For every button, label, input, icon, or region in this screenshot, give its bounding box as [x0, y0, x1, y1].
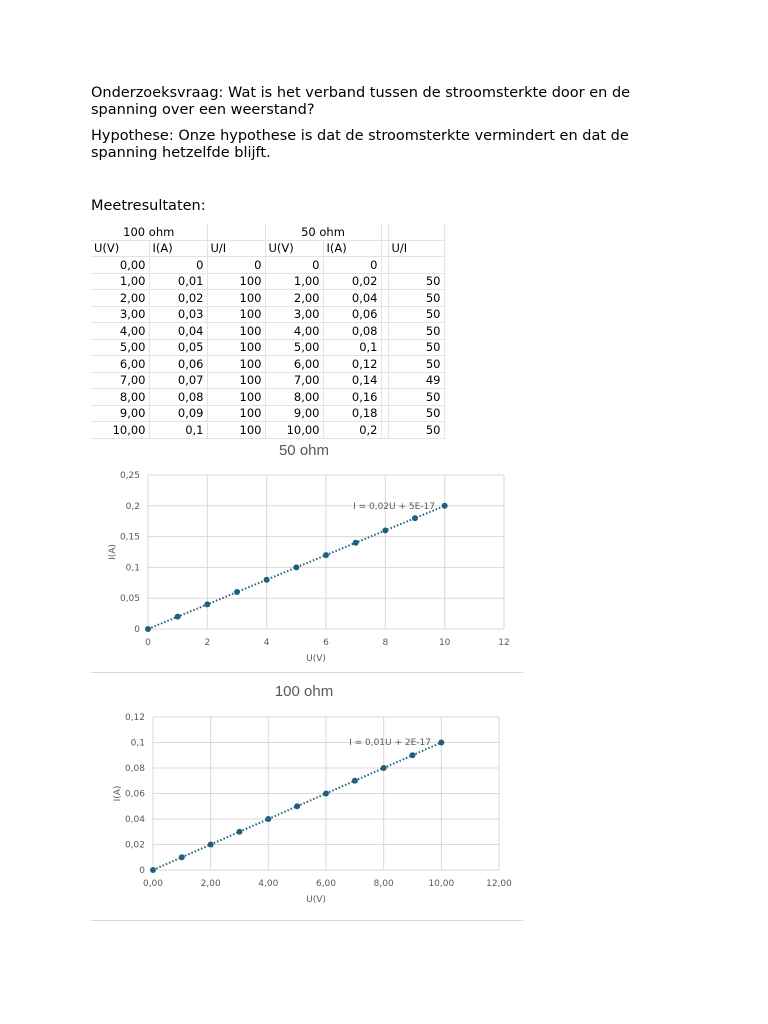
table-row [91, 257, 444, 274]
trendline-equation: I = 0,01U + 2E-17 [349, 738, 431, 748]
table-cell: 0 [323, 257, 381, 274]
table-cell: 0,02 [323, 273, 381, 290]
table-cell: 9,00 [91, 405, 149, 422]
table-cell: 0,06 [149, 356, 207, 373]
table-cell: 50 [388, 306, 444, 323]
table-cell [381, 422, 388, 439]
y-tick-label: 0,06 [124, 789, 145, 800]
y-tick-label: 0,12 [124, 713, 145, 723]
y-tick-label: 0,04 [124, 815, 145, 825]
table-cell: 0,14 [323, 372, 381, 389]
y-tick-label: 0,25 [119, 471, 140, 481]
chart-50ohm [91, 462, 523, 670]
y-tick-label: 0,15 [119, 532, 140, 543]
table-cell: 0 [149, 257, 207, 274]
chart-100-title: 100 ohm [274, 683, 334, 700]
results-table [91, 224, 445, 439]
data-point [237, 829, 243, 835]
chart-50-border [91, 672, 523, 673]
column-header: U(V) [265, 240, 323, 257]
x-tick-label: 10 [438, 638, 451, 648]
table-cell: 0,18 [323, 405, 381, 422]
table-cell: 0,00 [91, 257, 149, 274]
table-row [91, 405, 444, 422]
table-cell: 3,00 [91, 306, 149, 323]
data-point [175, 614, 181, 620]
table-cell [381, 323, 388, 340]
column-header: I(A) [323, 240, 381, 257]
y-tick-label: 0,1 [130, 738, 145, 749]
table-cell: 50 [388, 323, 444, 340]
data-point [264, 577, 270, 583]
table-cell: 3,00 [265, 306, 323, 323]
table-cell: 100 [207, 422, 265, 439]
table-header-row [91, 240, 444, 257]
data-point [293, 564, 299, 570]
x-tick-label: 10,00 [428, 879, 455, 889]
data-point [294, 803, 300, 809]
table-cell: 100 [207, 339, 265, 356]
table-cell: 50 [388, 422, 444, 439]
column-header: U/I [388, 240, 444, 257]
table-cell: 10,00 [91, 422, 149, 439]
x-tick-label: 6,00 [315, 879, 337, 889]
table-cell: 0,04 [323, 290, 381, 307]
table-cell: 8,00 [91, 389, 149, 406]
column-header: U(V) [91, 240, 149, 257]
table-cell: 100 [207, 290, 265, 307]
table-cell [381, 257, 388, 274]
data-point [382, 527, 388, 533]
table-cell: 0,1 [323, 339, 381, 356]
table-cell [388, 224, 444, 240]
x-tick-label: 0 [145, 638, 151, 648]
x-tick-label: 4 [263, 638, 270, 648]
table-cell [381, 405, 388, 422]
data-point [410, 752, 416, 758]
x-tick-label: 2,00 [200, 879, 221, 889]
table-cell: 4,00 [91, 323, 149, 340]
table-cell: 1,00 [91, 273, 149, 290]
table-cell: 50 [388, 405, 444, 422]
x-tick-label: 8 [382, 638, 389, 648]
table-cell: 7,00 [265, 372, 323, 389]
data-point [145, 626, 151, 632]
x-tick-label: 4,00 [258, 879, 279, 889]
table-row [91, 290, 444, 307]
table-cell [207, 224, 265, 240]
table-cell: 50 [388, 290, 444, 307]
table-cell [381, 356, 388, 373]
x-tick-label: 0,00 [142, 879, 164, 889]
x-tick-label: 12 [498, 638, 510, 648]
table-cell: 7,00 [91, 372, 149, 389]
y-axis-label: I(A) [108, 544, 118, 560]
table-cell: 6,00 [265, 356, 323, 373]
table-cell: 0,01 [149, 273, 207, 290]
table-cell: 1,00 [265, 273, 323, 290]
table-cell [381, 389, 388, 406]
table-cell: 0,04 [149, 323, 207, 340]
table-cell: 0,07 [149, 372, 207, 389]
table-cell: 0,1 [149, 422, 207, 439]
table-cell: 2,00 [91, 290, 149, 307]
table-cell [381, 372, 388, 389]
x-tick-label: 8,00 [373, 879, 394, 889]
table-cell: 2,00 [265, 290, 323, 307]
table-cell: 0,12 [323, 356, 381, 373]
y-tick-label: 0,08 [124, 764, 145, 774]
x-axis-label: U(V) [306, 895, 326, 905]
y-tick-label: 0,2 [125, 501, 140, 512]
data-point [150, 867, 156, 873]
data-point [204, 601, 210, 607]
table-cell: 100 [207, 405, 265, 422]
table-row [91, 356, 444, 373]
data-point [381, 765, 387, 771]
table-row [91, 389, 444, 406]
table-cell: 0,08 [149, 389, 207, 406]
table-cell: 50 [388, 356, 444, 373]
data-point [438, 740, 444, 746]
table-row [91, 339, 444, 356]
chart-100ohm [91, 703, 523, 917]
data-point [265, 816, 271, 822]
y-tick-label: 0,02 [124, 840, 145, 851]
trendline-equation: I = 0,02U + 5E-17 [353, 502, 435, 512]
column-header: I(A) [149, 240, 207, 257]
x-tick-label: 6 [323, 638, 329, 648]
table-cell: 5,00 [91, 339, 149, 356]
table-cell: 100 [207, 356, 265, 373]
table-cell: 0,16 [323, 389, 381, 406]
x-tick-label: 2 [204, 638, 211, 648]
table-cell: 0,02 [149, 290, 207, 307]
data-point [208, 842, 214, 848]
table-cell: 100 [207, 306, 265, 323]
table-cell: 0,06 [323, 306, 381, 323]
data-point [179, 854, 185, 860]
column-header: U/I [207, 240, 265, 257]
table-cell: 0 [265, 257, 323, 274]
data-point [412, 515, 418, 521]
table-cell: 0,2 [323, 422, 381, 439]
table-cell: 100 [207, 323, 265, 340]
data-point [352, 778, 358, 784]
table-cell: 50 [388, 339, 444, 356]
y-tick-label: 0 [139, 866, 145, 876]
table-cell [381, 339, 388, 356]
table-cell: 0,05 [149, 339, 207, 356]
table-cell: 50 [388, 273, 444, 290]
x-axis-label: U(V) [306, 654, 326, 664]
table-cell [388, 257, 444, 274]
table-row [91, 372, 444, 389]
chart-50-title: 50 ohm [278, 442, 330, 459]
column-header [381, 240, 388, 257]
table-cell: 100 [207, 372, 265, 389]
table-cell: 5,00 [265, 339, 323, 356]
results-heading: Meetresultaten: [91, 198, 206, 214]
table-group-row [91, 224, 444, 240]
table-cell: 100 [207, 273, 265, 290]
table-cell: 8,00 [265, 389, 323, 406]
research-question: Onderzoeksvraag: Wat is het verband tussen de stroomsterkte door en de spanning over een weerstand? [91, 85, 631, 118]
table-cell: 50 [388, 389, 444, 406]
table-cell: 10,00 [265, 422, 323, 439]
table-row [91, 306, 444, 323]
table-cell [381, 306, 388, 323]
table-row [91, 323, 444, 340]
table-cell: 0,08 [323, 323, 381, 340]
y-tick-label: 0,05 [119, 594, 140, 605]
chart-100-border [91, 920, 523, 921]
table-cell: 4,00 [265, 323, 323, 340]
table-cell: 6,00 [91, 356, 149, 373]
group-50-label: 50 ohm [265, 224, 381, 240]
y-tick-label: 0 [134, 625, 140, 635]
table-cell: 49 [388, 372, 444, 389]
y-tick-label: 0,1 [125, 563, 140, 574]
table-cell [381, 273, 388, 290]
hypothesis: Hypothese: Onze hypothese is dat de stroomsterkte vermindert en dat de spanning hetzelfde blijft. [91, 128, 629, 161]
table-cell: 100 [207, 389, 265, 406]
data-point [353, 540, 359, 546]
data-point [323, 791, 329, 797]
table-cell [381, 290, 388, 307]
table-cell: 0,09 [149, 405, 207, 422]
table-row [91, 422, 444, 439]
table-cell: 0,03 [149, 306, 207, 323]
data-point [442, 503, 448, 509]
table-cell: 0 [207, 257, 265, 274]
table-cell [381, 224, 388, 240]
x-tick-label: 12,00 [486, 879, 512, 889]
table-cell: 9,00 [265, 405, 323, 422]
y-axis-label: I(A) [113, 785, 123, 802]
data-point [323, 552, 329, 558]
group-100-label: 100 ohm [91, 224, 207, 240]
data-point [234, 589, 240, 595]
table-row [91, 273, 444, 290]
